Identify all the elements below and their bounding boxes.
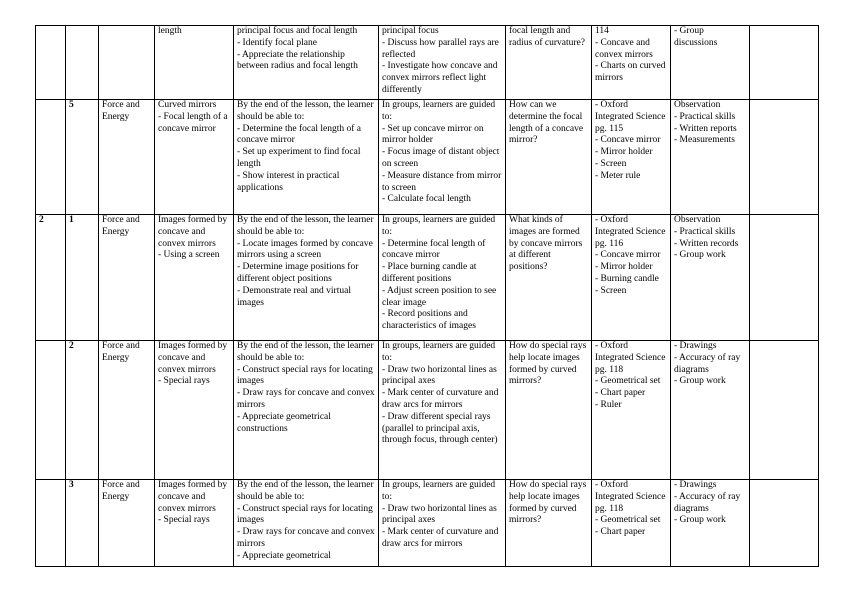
strand-cell: Force and Energy bbox=[99, 341, 155, 480]
assessment-cell: - Group discussions bbox=[671, 26, 750, 100]
lesson-cell bbox=[66, 26, 99, 100]
remarks-cell bbox=[750, 26, 819, 100]
table-row bbox=[36, 341, 819, 480]
key-inquiry-question-cell: focal length and radius of curvature? bbox=[506, 26, 592, 100]
learning-resources-cell: - Oxford Integrated Science pg. 116 - Concave mirror - Mirror holder - Burning candle - Screen bbox=[592, 215, 671, 341]
key-inquiry-question-cell: How can we determine the focal length of a concave mirror? bbox=[506, 100, 592, 215]
sub-strand-cell: Images formed by concave and convex mirrors - Special rays bbox=[155, 480, 234, 567]
strand-cell: Force and Energy bbox=[99, 480, 155, 567]
learning-resources-cell: 114 - Concave and convex mirrors - Charts on curved mirrors bbox=[592, 26, 671, 100]
learning-outcomes-cell: By the end of the lesson, the learner should be able to: - Construct special rays for locating images - Draw rays for concave and convex mirrors - Appreciate geometrical bbox=[234, 480, 379, 567]
week-cell bbox=[36, 341, 66, 480]
learning-experiences-cell: In groups, learners are guided to: - Set up concave mirror on mirror holder - Focus image of distant object on screen - Measure distance from mirror to screen - Calculate focal length bbox=[379, 100, 506, 215]
remarks-cell bbox=[750, 100, 819, 215]
sub-strand-cell: length bbox=[155, 26, 234, 100]
lesson-cell: 1 bbox=[66, 215, 99, 341]
learning-resources-cell: - Oxford Integrated Science pg. 118 - Geometrical set - Chart paper - Ruler bbox=[592, 341, 671, 480]
scheme-of-work-table bbox=[35, 25, 819, 567]
strand-cell: Force and Energy bbox=[99, 100, 155, 215]
remarks-cell bbox=[750, 341, 819, 480]
lesson-cell: 3 bbox=[66, 480, 99, 567]
assessment-cell: Observation - Practical skills - Written records - Group work bbox=[671, 215, 750, 341]
sub-strand-cell: Images formed by concave and convex mirrors - Special rays bbox=[155, 341, 234, 480]
week-cell bbox=[36, 100, 66, 215]
table-row bbox=[36, 100, 819, 215]
learning-outcomes-cell: By the end of the lesson, the learner should be able to: - Construct special rays for locating images - Draw rays for concave and convex mirrors - Appreciate geometrical constructions bbox=[234, 341, 379, 480]
learning-outcomes-cell: principal focus and focal length - Identify focal plane - Appreciate the relationship between radius and focal length bbox=[234, 26, 379, 100]
table-row bbox=[36, 480, 819, 567]
key-inquiry-question-cell: What kinds of images are formed by concave mirrors at different positions? bbox=[506, 215, 592, 341]
learning-outcomes-cell: By the end of the lesson, the learner should be able to: - Locate images formed by concave mirrors using a screen - Determine image positions for different object positions - Demonstrate real and virtual images bbox=[234, 215, 379, 341]
remarks-cell bbox=[750, 215, 819, 341]
week-cell bbox=[36, 26, 66, 100]
assessment-cell: Observation - Practical skills - Written reports - Measurements bbox=[671, 100, 750, 215]
lesson-cell: 5 bbox=[66, 100, 99, 215]
remarks-cell bbox=[750, 480, 819, 567]
learning-resources-cell: - Oxford Integrated Science pg. 118 - Geometrical set - Chart paper bbox=[592, 480, 671, 567]
learning-resources-cell: - Oxford Integrated Science pg. 115 - Concave mirror - Mirror holder - Screen - Meter rule bbox=[592, 100, 671, 215]
key-inquiry-question-cell: How do special rays help locate images formed by curved mirrors? bbox=[506, 480, 592, 567]
strand-cell bbox=[99, 26, 155, 100]
key-inquiry-question-cell: How do special rays help locate images formed by curved mirrors? bbox=[506, 341, 592, 480]
sub-strand-cell: Images formed by concave and convex mirrors - Using a screen bbox=[155, 215, 234, 341]
assessment-cell: - Drawings - Accuracy of ray diagrams - Group work bbox=[671, 480, 750, 567]
assessment-cell: - Drawings - Accuracy of ray diagrams - Group work bbox=[671, 341, 750, 480]
learning-experiences-cell: In groups, learners are guided to: - Determine focal length of concave mirror - Place burning candle at different positions - Adjust screen position to see clear image - Record positions and characteristics of images bbox=[379, 215, 506, 341]
learning-outcomes-cell: By the end of the lesson, the learner should be able to: - Determine the focal length of a concave mirror - Set up experiment to find focal length - Show interest in practical applications bbox=[234, 100, 379, 215]
learning-experiences-cell: In groups, learners are guided to: - Draw two horizontal lines as principal axes - Mark center of curvature and draw arcs for mirrors bbox=[379, 480, 506, 567]
week-cell bbox=[36, 480, 66, 567]
learning-experiences-cell: principal focus - Discuss how parallel rays are reflected - Investigate how concave and convex mirrors reflect light differently bbox=[379, 26, 506, 100]
lesson-cell: 2 bbox=[66, 341, 99, 480]
strand-cell: Force and Energy bbox=[99, 215, 155, 341]
table-row bbox=[36, 26, 819, 100]
week-cell: 2 bbox=[36, 215, 66, 341]
learning-experiences-cell: In groups, learners are guided to: - Draw two horizontal lines as principal axes - Mark center of curvature and draw arcs for mirrors - Draw different special rays (parallel to principal axis, through focus, through center) bbox=[379, 341, 506, 480]
sub-strand-cell: Curved mirrors - Focal length of a concave mirror bbox=[155, 100, 234, 215]
table-row bbox=[36, 215, 819, 341]
